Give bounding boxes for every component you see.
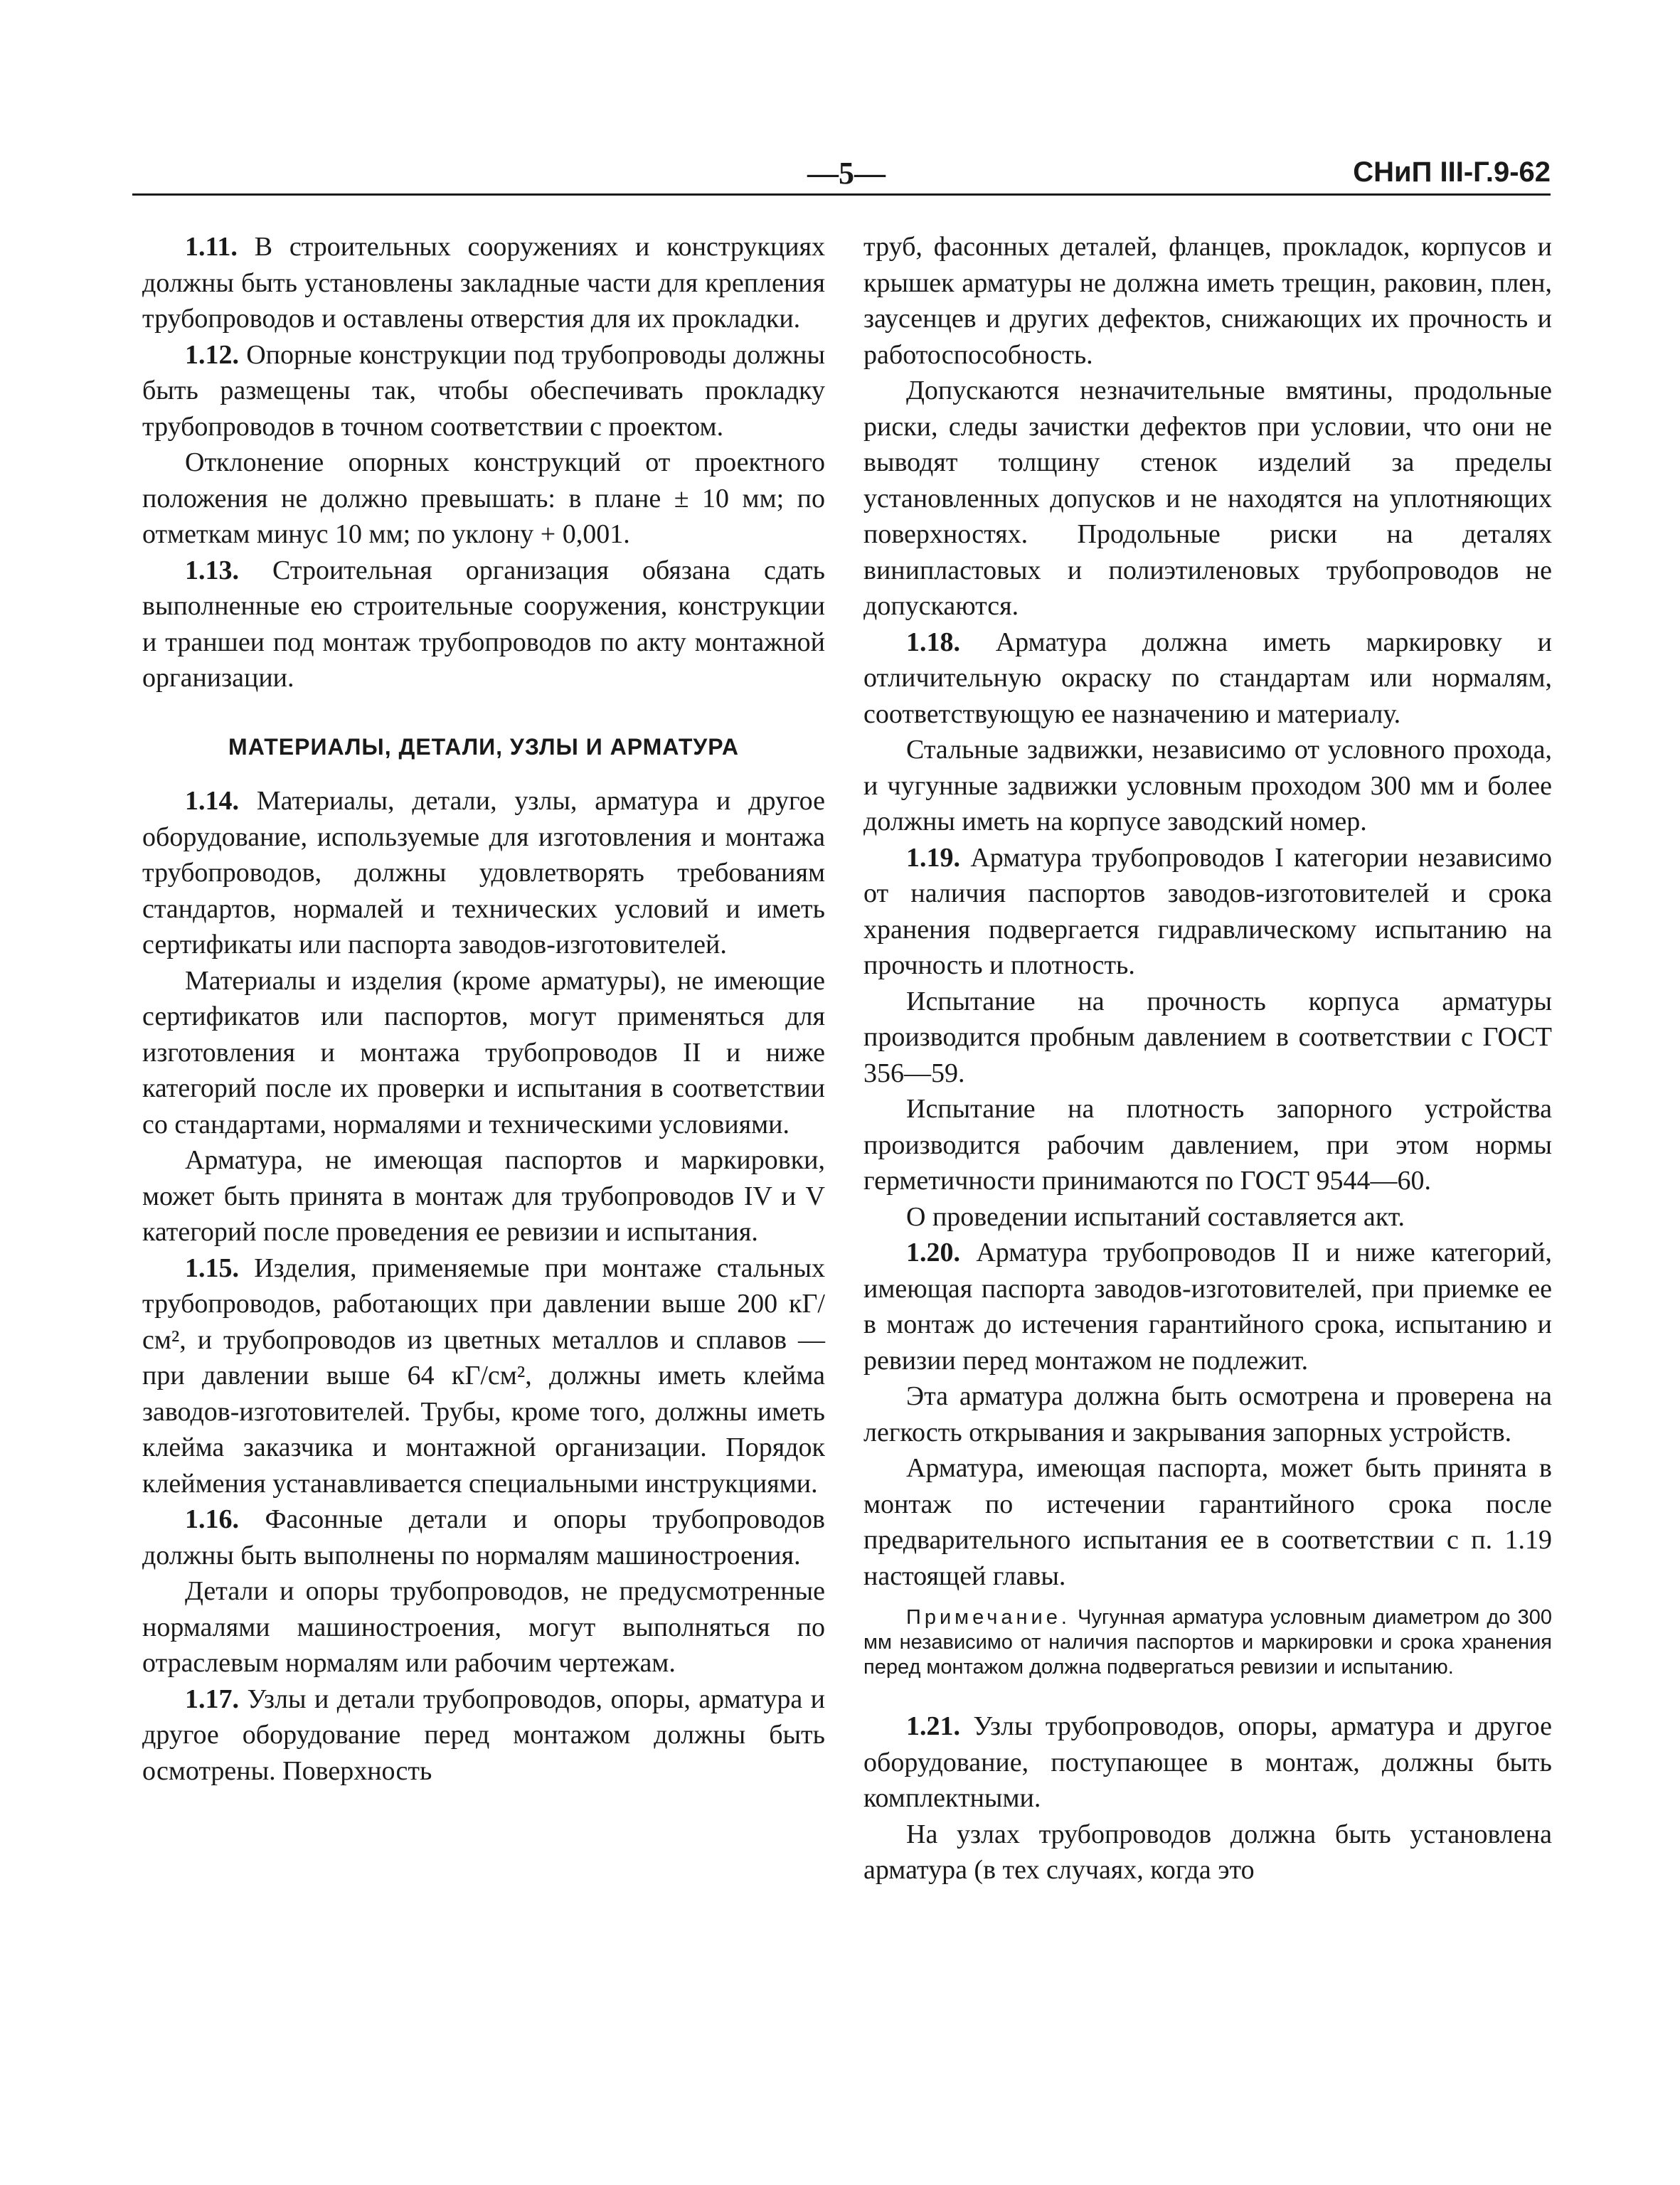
paragraph-1-16 xyxy=(142,1501,825,1573)
paragraph-text: Изделия, применяемые при монтаже стальных трубопроводов, работающих при давлении выше 200 кГ/см², и трубопроводов из цветных металлов и сплавов — при давлении выше 64 кГ/см², должны иметь клейма заводов-изготовителей. Трубы, кроме того, должны иметь клейма заказчика и монтажной организации. Порядок клеймения устанавливается специальными инструкциями. xyxy=(142,1253,825,1499)
paragraph-text: Арматура трубопроводов II и ниже категорий, имеющая паспорта заводов-изготовителей, при приемке ее в монтаж до истечения гарантийного срока, испытанию и ревизии перед монтажом не подлежит. xyxy=(863,1238,1553,1376)
note-label: Примечание. xyxy=(906,1606,1070,1629)
left-column xyxy=(142,229,825,1789)
paragraph-1-12-deviation: Отклонение опорных конструкций от проектного положения не должно превышать: в плане ± 10 мм; по отметкам минус 10 мм; по уклону + 0,001. xyxy=(142,447,825,549)
paragraph-1-13 xyxy=(142,553,825,696)
paragraph-text: Узлы трубопроводов, опоры, арматура и другое оборудование, поступающее в монтаж, должны быть комплектными. xyxy=(863,1711,1552,1813)
paragraph-1-15 xyxy=(142,1250,825,1502)
clause-number: 1.21. xyxy=(906,1711,960,1741)
header-rule xyxy=(132,193,1551,196)
paragraph-1-19-tightness: Испытание на плотность запорного устройства производится рабочим давлением, при этом нормы герметичности принимаются по ГОСТ 9544—60. xyxy=(863,1094,1552,1196)
clause-number: 1.13. xyxy=(185,555,239,585)
paragraph-1-11 xyxy=(142,229,825,337)
paragraph-1-20-inspection: Эта арматура должна быть осмотрена и проверена на легкость открывания и закрывания запорных устройств. xyxy=(863,1381,1552,1447)
paragraph-text: Арматура трубопроводов I категории независимо от наличия паспортов заводов-изготовителей и срока хранения подвергается гидравлическому испытанию на прочность и плотность. xyxy=(863,842,1553,980)
paragraph-text: Материалы, детали, узлы, арматура и другое оборудование, используемые для изготовления и монтажа трубопроводов, должны удовлетворять требованиям стандартов, нормалей и технических условий и иметь сертификаты или паспорта заводов-изготовителей. xyxy=(142,786,825,959)
paragraph-1-19 xyxy=(863,840,1552,984)
paragraph-1-17-continued: труб, фасонных деталей, фланцев, прокладок, корпусов и крышек арматуры не должна иметь трещин, раковин, плен, заусенцев и других дефектов, снижающих их прочность и работоспособность. xyxy=(863,232,1552,370)
paragraph-1-18-valves: Стальные задвижки, независимо от условного прохода, и чугунные задвижки условным проходом 300 мм и более должны иметь на корпусе заводский номер. xyxy=(863,735,1552,836)
clause-number: 1.20. xyxy=(906,1238,960,1267)
paragraph-text: Строительная организация обязана сдать выполненные ею строительные сооружения, конструкции и траншеи под монтаж трубопроводов по акту монтажной организации. xyxy=(142,555,825,693)
paragraph-1-17 xyxy=(142,1681,825,1790)
clause-number: 1.14. xyxy=(185,786,239,816)
clause-number: 1.16. xyxy=(185,1504,239,1534)
clause-number: 1.19. xyxy=(906,842,960,873)
paragraph-1-16-details: Детали и опоры трубопроводов, не предусмотренные нормалями машиностроения, могут выполняться по отраслевым нормалям или рабочим чертежам. xyxy=(142,1576,825,1678)
paragraph-1-17-allowed: Допускаются незначительные вмятины, продольные риски, следы зачистки дефектов при условии, что они не выводят толщину стенок изделий за пределы установленных допусков и не находятся на уплотняющих поверхностях. Продольные риски на деталях винипластовых и полиэтиленовых трубопроводов не допускаются. xyxy=(863,376,1552,621)
right-column xyxy=(863,229,1552,1888)
paragraph-1-14-materials: Материалы и изделия (кроме арматуры), не имеющие сертификатов или паспортов, могут применяться для изготовления и монтажа трубопроводов II и ниже категорий после их проверки и испытания в соответствии со стандартами, нормалями и техническими условиями. xyxy=(142,965,825,1139)
clause-number: 1.15. xyxy=(185,1253,239,1283)
paragraph-text: Узлы и детали трубопроводов, опоры, арматура и другое оборудование перед монтажом должны быть осмотрены. Поверхность xyxy=(142,1684,826,1786)
clause-number: 1.17. xyxy=(185,1684,239,1714)
paragraph-text: Арматура должна иметь маркировку и отличительную окраску по стандартам или нормалям, соответствующую ее назначению и материалу. xyxy=(863,627,1553,729)
paragraph-text: Фасонные детали и опоры трубопроводов должны быть выполнены по нормалям машиностроения. xyxy=(142,1504,826,1570)
paragraph-text: Опорные конструкции под трубопроводы должны быть размещены так, чтобы обеспечивать прокладку трубопроводов в точном соответствии с проектом. xyxy=(142,339,825,442)
paragraph-1-21-assemblies: На узлах трубопроводов должна быть установлена арматура (в тех случаях, когда это xyxy=(863,1819,1552,1885)
note-text: Чугунная арматура условным диаметром до 300 мм независимо от наличия паспортов и маркировки и срока хранения перед монтажом должна подвергаться ревизии и испытанию. xyxy=(863,1606,1553,1679)
paragraph-1-14-fittings: Арматура, не имеющая паспортов и маркировки, может быть принята в монтаж для трубопроводов IV и V категорий после проведения ее ревизии и испытания. xyxy=(142,1145,825,1247)
document-code: СНиП III-Г.9-62 xyxy=(1353,156,1551,188)
paragraph-1-19-act: О проведении испытаний составляется акт. xyxy=(906,1201,1405,1232)
paragraph-1-20-warranty: Арматура, имеющая паспорта, может быть принята в монтаж по истечении гарантийного срока после предварительного испытания ее в соответствии с п. 1.19 настоящей главы. xyxy=(863,1453,1552,1591)
section-heading: МАТЕРИАЛЫ, ДЕТАЛИ, УЗЛЫ И АРМАТУРА xyxy=(228,733,739,760)
clause-number: 1.12. xyxy=(185,339,239,370)
paragraph-1-20 xyxy=(863,1235,1552,1378)
clause-number: 1.11. xyxy=(185,232,238,262)
paragraph-1-18 xyxy=(863,624,1552,733)
paragraph-1-14 xyxy=(142,783,825,963)
note xyxy=(863,1605,1552,1680)
paragraph-1-21 xyxy=(863,1708,1552,1817)
paragraph-1-19-strength: Испытание на прочность корпуса арматуры производится пробным давлением в соответствии с ГОСТ 356—59. xyxy=(863,986,1552,1088)
paragraph-text: В строительных сооружениях и конструкциях должны быть установлены закладные части для крепления трубопроводов и оставлены отверстия для их прокладки. xyxy=(142,232,826,334)
paragraph-1-12 xyxy=(142,337,825,445)
page-number: —5— xyxy=(807,156,886,191)
clause-number: 1.18. xyxy=(906,627,960,657)
